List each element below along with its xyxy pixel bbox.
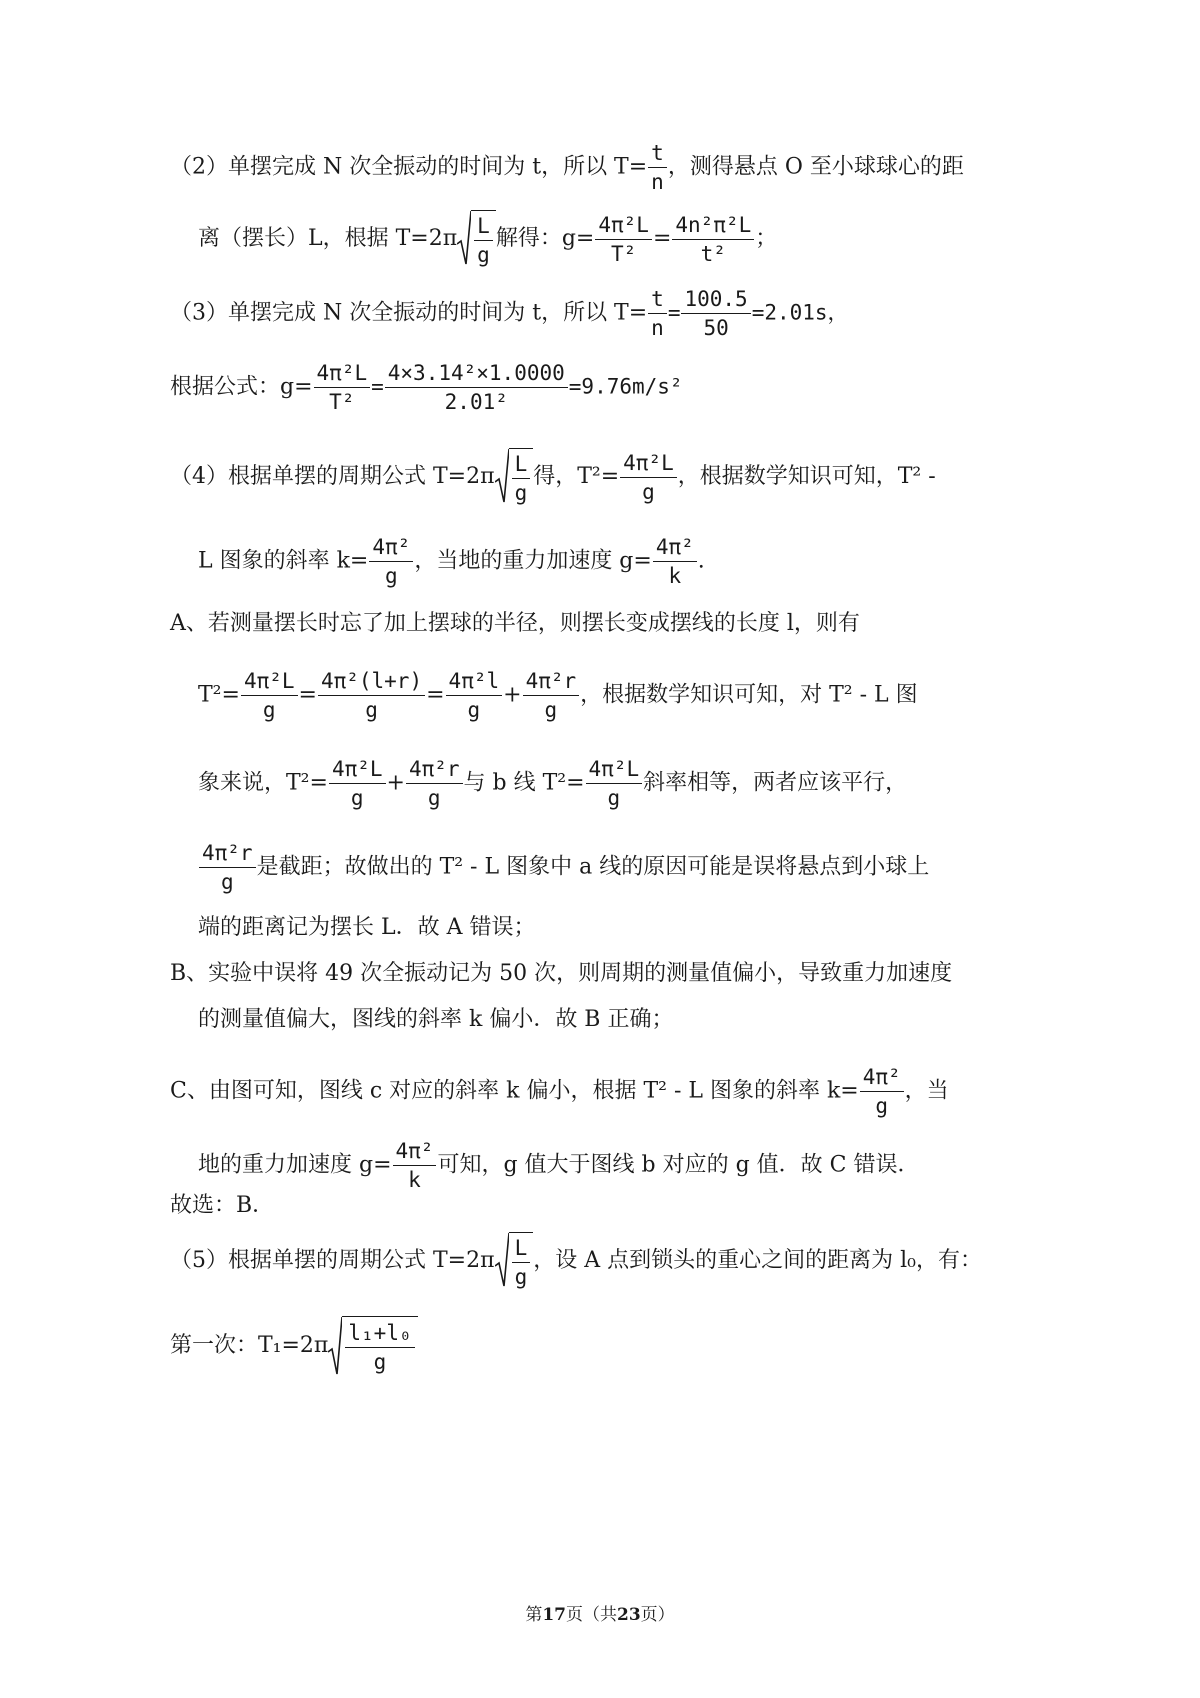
text: 地的重力加速度 g= (198, 1152, 392, 1178)
fraction (318, 668, 425, 723)
option-a-line2 (198, 668, 918, 723)
text: 是截距；故做出的 T² - L 图象中 a 线的原因可能是误将悬点到小球上 (256, 854, 930, 880)
numerator: 4π² (393, 1138, 437, 1166)
text: C、由图可知，图线 c 对应的斜率 k 偏小，根据 T² - L 图象的斜率 k= (170, 1078, 859, 1104)
numerator: l₁+l₀ (345, 1320, 414, 1348)
denominator: n (651, 316, 664, 340)
fraction (314, 360, 371, 415)
fraction (406, 756, 463, 811)
numerator: t (648, 140, 667, 168)
text: 根据公式：g= (170, 374, 313, 400)
numerator: 4π²(l+r) (318, 668, 425, 696)
sqrt-expression (457, 210, 496, 268)
fraction (474, 213, 493, 268)
option-a-line5: 端的距离记为摆长 L．故 A 错误； (198, 915, 536, 940)
numerator: 4π²L (595, 212, 652, 240)
fraction (345, 1320, 414, 1375)
numerator: 4π²L (620, 450, 677, 478)
numerator: 4π²L (329, 756, 386, 784)
numerator: L (512, 451, 531, 479)
fraction (512, 1235, 531, 1290)
text: =9.76m/s² (568, 374, 683, 399)
fraction (860, 1064, 904, 1119)
option-a-line3 (198, 756, 907, 811)
page-footer (0, 1600, 1200, 1625)
fraction (620, 450, 677, 505)
fraction (595, 212, 652, 267)
solution-part3-line2 (170, 360, 683, 415)
numerator: 4π²L (314, 360, 371, 388)
option-c-line1 (170, 1064, 949, 1119)
denominator: g (514, 1265, 528, 1289)
text: + (503, 682, 522, 708)
text: = (298, 682, 317, 708)
text: ； (755, 226, 778, 251)
text: 与 b 线 T²= (463, 770, 585, 796)
solution-part2-line1 (170, 140, 964, 195)
denominator: g (875, 1094, 889, 1118)
denominator: g (385, 564, 398, 588)
sqrt-expression (495, 448, 534, 506)
denominator: g (350, 786, 364, 810)
numerator: 4π² (653, 534, 697, 562)
text: （3）单摆完成 N 次全振动的时间为 t，所以 T= (170, 300, 648, 326)
text: ，当 (904, 1078, 949, 1104)
denominator: T² (611, 241, 637, 266)
text: 解得：g= (495, 226, 595, 251)
text: L 图象的斜率 k= (198, 548, 369, 574)
solution-part4-line1 (170, 448, 936, 506)
numerator: 4π² (369, 534, 413, 562)
solution-part5-line2 (170, 1316, 418, 1376)
numerator: L (474, 213, 493, 241)
numerator: 4π²r (199, 840, 256, 868)
denominator: g (365, 698, 378, 722)
denominator: g (262, 698, 276, 722)
text: （4）根据单摆的周期公式 T=2π (170, 464, 495, 489)
denominator: k (408, 1168, 421, 1192)
solution-part3-line1 (170, 286, 849, 341)
numerator: 100.5 (681, 286, 750, 314)
fraction (329, 756, 386, 811)
text: . (697, 548, 705, 574)
numerator: 4π²L (241, 668, 298, 696)
denominator: t² (700, 241, 726, 266)
denominator: g (607, 786, 621, 810)
sqrt-expression (328, 1316, 417, 1376)
text: （2）单摆完成 N 次全振动的时间为 t，所以 T= (170, 154, 648, 180)
numerator: L (512, 1235, 531, 1263)
fraction (586, 756, 643, 811)
fraction (648, 140, 667, 195)
denominator: 2.01² (444, 390, 508, 414)
denominator: k (668, 564, 682, 588)
denominator: T² (329, 390, 355, 414)
text: = (652, 226, 672, 251)
fraction (369, 534, 413, 589)
denominator: g (220, 870, 234, 894)
text: ，测得悬点 O 至小球球心的距 (667, 154, 964, 180)
fraction (241, 668, 298, 723)
fraction (393, 1138, 437, 1193)
text: 可知，g 值大于图线 b 对应的 g 值．故 C 错误． (437, 1152, 920, 1178)
numerator: 4π²l (446, 668, 503, 696)
text: T²= (198, 682, 240, 708)
numerator: 4π² (860, 1064, 904, 1092)
footer-text: 第 (525, 1605, 543, 1625)
text: ，根据数学知识可知，对 T² - L 图 (580, 682, 918, 708)
footer-text: 页（共 (566, 1605, 617, 1625)
text: = (667, 300, 681, 325)
fraction (446, 668, 503, 723)
solution-part2-line2 (198, 210, 777, 268)
text: + (386, 770, 405, 796)
numerator: t (648, 286, 667, 314)
text: ，设 A 点到锁头的重心之间的距离为 l₀，有： (533, 1248, 982, 1273)
fraction (512, 451, 531, 506)
text: 得，T²= (533, 464, 620, 489)
numerator: 4π²r (406, 756, 463, 784)
fraction (648, 286, 667, 341)
option-c-line2 (198, 1138, 920, 1193)
fraction (653, 534, 697, 589)
denominator: g (373, 1350, 387, 1374)
page-number: 17 (542, 1605, 566, 1625)
text: =2.01s， (751, 300, 849, 325)
text: 离（摆长）L，根据 T=2π (198, 226, 458, 251)
text: 第一次：T₁=2π (170, 1333, 329, 1358)
denominator: g (514, 481, 528, 505)
denominator: g (477, 243, 490, 267)
text: = (371, 374, 384, 399)
fraction (523, 668, 580, 723)
numerator: 4π²r (523, 668, 580, 696)
text: （5）根据单摆的周期公式 T=2π (170, 1248, 495, 1273)
text: ，根据数学知识可知，T² - (677, 464, 936, 489)
fraction (681, 286, 750, 341)
text: 象来说，T²= (198, 770, 328, 796)
denominator: g (544, 698, 558, 722)
denominator: n (651, 170, 664, 194)
denominator: 50 (703, 316, 729, 340)
denominator: g (467, 698, 481, 722)
solution-part5-line1 (170, 1232, 982, 1290)
answer-choice: 故选：B． (170, 1193, 275, 1218)
text: 斜率相等，两者应该平行， (643, 770, 908, 796)
option-b-line1: B、实验中误将 49 次全振动记为 50 次，则周期的测量值偏小，导致重力加速度 (170, 961, 953, 986)
denominator: g (642, 479, 655, 504)
solution-part4-line2 (198, 534, 705, 589)
numerator: 4×3.14²×1.0000 (385, 360, 568, 388)
sqrt-expression (495, 1232, 534, 1290)
footer-text: 页） (640, 1605, 675, 1625)
fraction (199, 840, 256, 895)
numerator: 4n²π²L (672, 212, 754, 240)
option-b-line2: 的测量值偏大，图线的斜率 k 偏小．故 B 正确； (198, 1007, 674, 1032)
option-a-line4 (198, 840, 929, 895)
total-pages: 23 (617, 1605, 641, 1625)
numerator: 4π²L (586, 756, 643, 784)
text: ，当地的重力加速度 g= (414, 548, 652, 574)
fraction (385, 360, 568, 415)
denominator: g (427, 786, 441, 810)
fraction (672, 212, 754, 267)
option-a-line1: A、若测量摆长时忘了加上摆球的半径，则摆长变成摆线的长度 l，则有 (170, 611, 860, 636)
text: = (426, 682, 445, 708)
